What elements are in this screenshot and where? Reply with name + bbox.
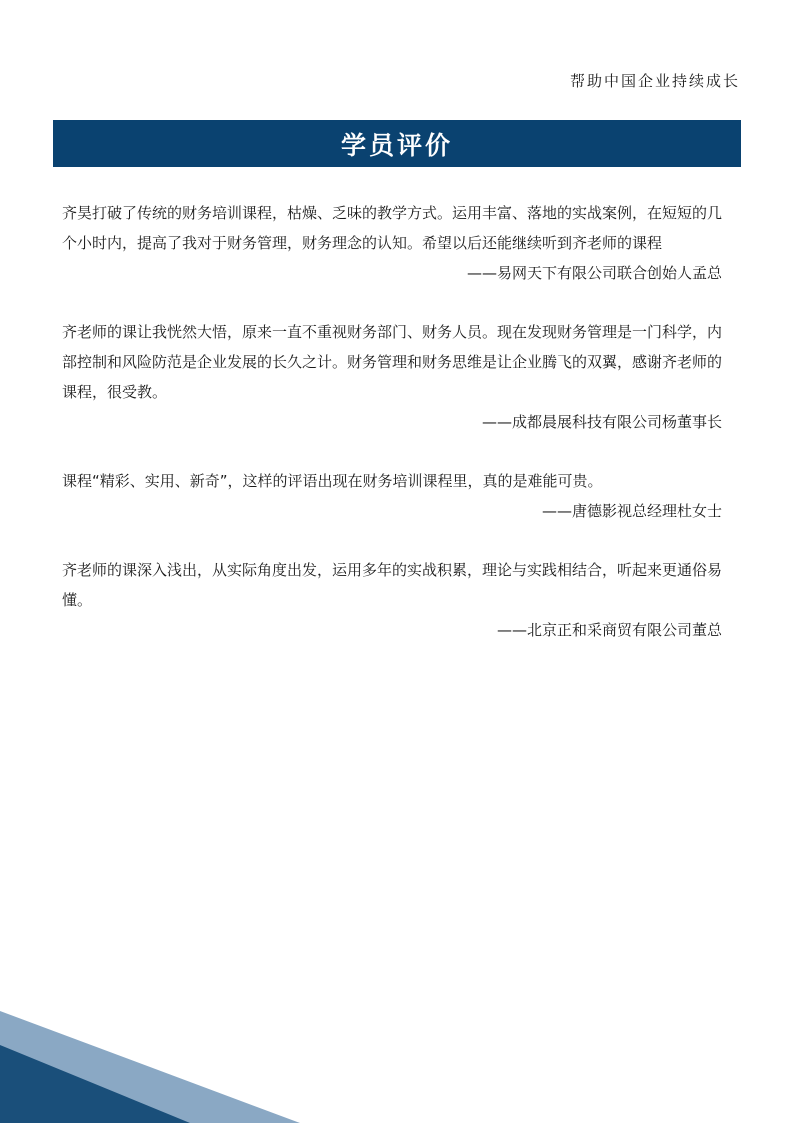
- review-author: ——唐德影视总经理杜女士: [541, 502, 722, 520]
- review-author: ——北京正和采商贸有限公司董总: [496, 621, 722, 639]
- review-item: [62, 317, 722, 437]
- reviews-list: [62, 198, 722, 674]
- review-text: 课程“精彩、实用、新奇”，这样的评语出现在财务培训课程里，真的是难能可贵。: [62, 472, 603, 490]
- review-text: 齐昊打破了传统的财务培训课程，枯燥、乏味的教学方式。运用丰富、落地的实战案例，在短短的几个小时内，提高了我对于财务管理，财务理念的认知。希望以后还能继续听到齐老师的课程: [62, 204, 723, 252]
- corner-decoration: [0, 1003, 300, 1123]
- review-item: [62, 555, 722, 645]
- title-banner: [53, 120, 741, 167]
- review-author: ——易网天下有限公司联合创始人孟总: [466, 264, 722, 282]
- review-text: 齐老师的课让我恍然大悟，原来一直不重视财务部门、财务人员。现在发现财务管理是一门科学，内部控制和风险防范是企业发展的长久之计。财务管理和财务思维是让企业腾飞的双翼，感谢齐老师的课程，很受教。: [62, 323, 723, 401]
- tagline: 帮助中国企业持续成长: [569, 72, 740, 90]
- review-item: [62, 466, 722, 526]
- review-item: [62, 198, 722, 288]
- review-author: ——成都晨展科技有限公司杨董事长: [481, 413, 722, 431]
- page-title: 学员评价: [340, 130, 453, 160]
- review-text: 齐老师的课深入浅出，从实际角度出发，运用多年的实战积累，理论与实践相结合，听起来更通俗易懂。: [62, 561, 723, 609]
